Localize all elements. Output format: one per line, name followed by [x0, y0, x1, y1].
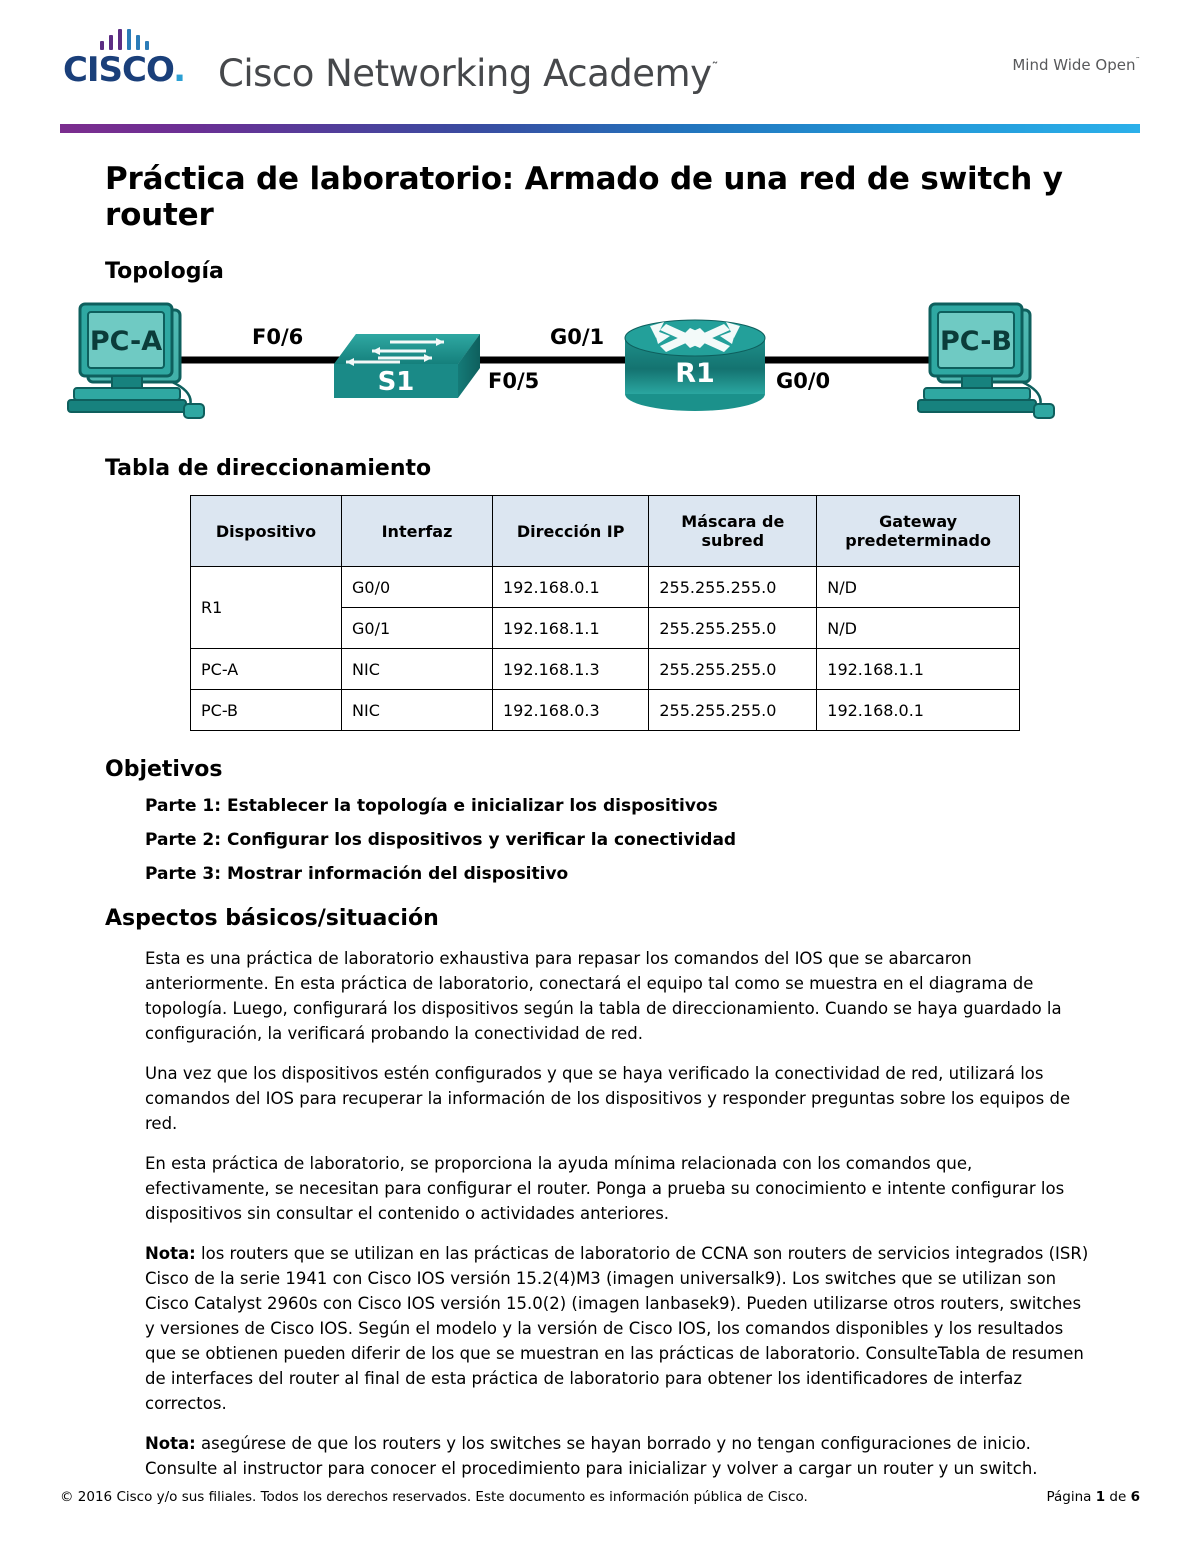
cell-mask: 255.255.255.0 — [649, 649, 817, 690]
cell-interface: NIC — [342, 690, 493, 731]
cell-gateway: 192.168.0.1 — [817, 690, 1020, 731]
note-2-label: Nota: — [145, 1434, 196, 1453]
background-note-2 — [145, 1431, 1090, 1481]
column-header-gateway-line1: Gateway — [879, 512, 958, 531]
label-pc-b: PC-B — [939, 326, 1013, 357]
heading-topologia: Topología — [105, 259, 224, 284]
cell-gateway: N/D — [817, 608, 1020, 649]
cisco-wordmark-dot: . — [173, 50, 186, 90]
academy-trademark-mark: ˜ — [711, 60, 718, 77]
addressing-table-head — [191, 496, 1020, 567]
label-pc-a: PC-A — [89, 326, 163, 357]
tagline — [1012, 56, 1140, 74]
table-row — [191, 567, 1020, 608]
cell-device: R1 — [191, 567, 342, 649]
page-prefix: Página — [1046, 1489, 1096, 1505]
note-1-text: los routers que se utilizan en las prácticas de laboratorio de CCNA son routers de servicios integrados (ISR) Cisco de la serie 1941 con Cisco IOS versión 15.2(4)M3 (imagen universalk9). Los switches que se utilizan son Cisco Catalyst 2960s con Cisco IOS versión 15.0(2) (imagen lanbasek9). Pueden utilizarse otros routers, switches y versiones de Cisco IOS. Según el modelo y la versión de Cisco IOS, los comandos disponibles y los resultados que se obtienen pueden diferir de los que se muestran en las prácticas de laboratorio. ConsulteTabla de resumen de interfaces del router al final de esta práctica de laboratorio para obtener los identificadores de interfaz correctos. — [145, 1244, 1089, 1413]
label-g0-0: G0/0 — [776, 369, 831, 393]
academy-wordmark-text: Cisco Networking Academy — [218, 52, 712, 95]
page-footer — [60, 1489, 1140, 1505]
column-header-dispositivo: Dispositivo — [191, 496, 342, 567]
column-header-interfaz: Interfaz — [342, 496, 493, 567]
cell-interface: G0/0 — [342, 567, 493, 608]
background-paragraph-1: Esta es una práctica de laboratorio exhaustiva para repasar los comandos del IOS que se abarcaron anteriormente. En esta práctica de laboratorio, conectará el equipo tal como se muestra en el diagrama de topología. Luego, configurará los dispositivos según la tabla de direccionamiento. Cuando se haya guardado la configuración, la verificará probando la conectividad de red. — [145, 949, 1062, 1043]
column-header-mascara-line1: Máscara de — [681, 512, 785, 531]
device-s1 — [334, 334, 480, 398]
topology-diagram — [60, 298, 1140, 430]
device-pc-b — [918, 304, 1054, 418]
column-header-direccion-ip: Dirección IP — [493, 496, 649, 567]
objective-parte-1: Parte 1: Establecer la topología e inicializar los dispositivos — [145, 796, 718, 816]
academy-wordmark — [218, 52, 718, 95]
page-header — [60, 0, 1140, 118]
cell-mask: 255.255.255.0 — [649, 690, 817, 731]
header-gradient-divider — [60, 124, 1140, 133]
page-total: 6 — [1130, 1489, 1140, 1505]
cell-device: PC-B — [191, 690, 342, 731]
addressing-table — [190, 495, 1020, 731]
note-2-text: asegúrese de que los routers y los switches se hayan borrado y no tengan configuraciones de inicio. Consulte al instructor para conocer el procedimiento para inicializar y volver a cargar un router y un switch. — [145, 1434, 1038, 1478]
cell-ip: 192.168.0.1 — [493, 567, 649, 608]
cell-gateway: 192.168.1.1 — [817, 649, 1020, 690]
cell-mask: 255.255.255.0 — [649, 608, 817, 649]
cell-device: PC-A — [191, 649, 342, 690]
table-row — [191, 649, 1020, 690]
page-middle: de — [1105, 1489, 1131, 1505]
label-g0-1: G0/1 — [550, 325, 605, 349]
page-current: 1 — [1095, 1489, 1106, 1505]
table-header-row — [191, 496, 1020, 567]
objective-parte-3: Parte 3: Mostrar información del dispositivo — [145, 864, 569, 884]
addressing-table-body — [191, 567, 1020, 731]
background-note-1 — [145, 1241, 1090, 1416]
cell-ip: 192.168.1.1 — [493, 608, 649, 649]
page-title: Práctica de laboratorio: Armado de una red de switch y router — [105, 161, 1063, 233]
cisco-wordmark-text: CISCO — [62, 50, 174, 90]
label-f0-6: F0/6 — [252, 325, 304, 349]
cell-mask: 255.255.255.0 — [649, 567, 817, 608]
heading-aspectos-basicos: Aspectos básicos/situación — [105, 906, 439, 931]
cisco-bridge-icon — [100, 28, 149, 50]
cisco-wordmark — [63, 52, 185, 88]
table-row — [191, 690, 1020, 731]
column-header-mascara-subred — [649, 496, 817, 567]
background-paragraph-3: En esta práctica de laboratorio, se proporciona la ayuda mínima relacionada con los comandos que, efectivamente, se necesitan para configurar el router. Ponga a prueba su conocimiento e intente configurar los dispositivos sin consultar el contenido o actividades anteriores. — [145, 1154, 1065, 1223]
cell-ip: 192.168.0.3 — [493, 690, 649, 731]
label-f0-5: F0/5 — [488, 369, 540, 393]
column-header-gateway-line2: predeterminado — [845, 531, 991, 550]
objective-parte-2: Parte 2: Configurar los dispositivos y verificar la conectividad — [145, 830, 737, 850]
column-header-mascara-line2: subred — [701, 531, 765, 550]
device-r1 — [625, 320, 765, 411]
cell-interface: NIC — [342, 649, 493, 690]
footer-copyright: © 2016 Cisco y/o sus filiales. Todos los derechos reservados. Este documento es información pública de Cisco. — [60, 1489, 808, 1505]
label-s1: S1 — [377, 367, 415, 397]
cell-ip: 192.168.1.3 — [493, 649, 649, 690]
cell-gateway: N/D — [817, 567, 1020, 608]
heading-tabla-direccionamiento: Tabla de direccionamiento — [105, 456, 432, 481]
column-header-gateway — [817, 496, 1020, 567]
background-paragraph-2: Una vez que los dispositivos estén configurados y que se haya verificado la conectividad de red, utilizará los comandos del IOS para recuperar la información de los dispositivos y responder preguntas sobre los equipos de red. — [145, 1064, 1071, 1133]
label-r1: R1 — [675, 358, 715, 389]
tagline-text: Mind Wide Open — [1012, 56, 1136, 74]
heading-objetivos: Objetivos — [105, 757, 223, 782]
topology-svg — [60, 298, 1140, 430]
footer-page-number — [1046, 1489, 1140, 1505]
tagline-trademark-mark: ˜ — [1135, 57, 1140, 67]
note-1-label: Nota: — [145, 1244, 196, 1263]
cell-interface: G0/1 — [342, 608, 493, 649]
cisco-logo — [60, 28, 188, 88]
